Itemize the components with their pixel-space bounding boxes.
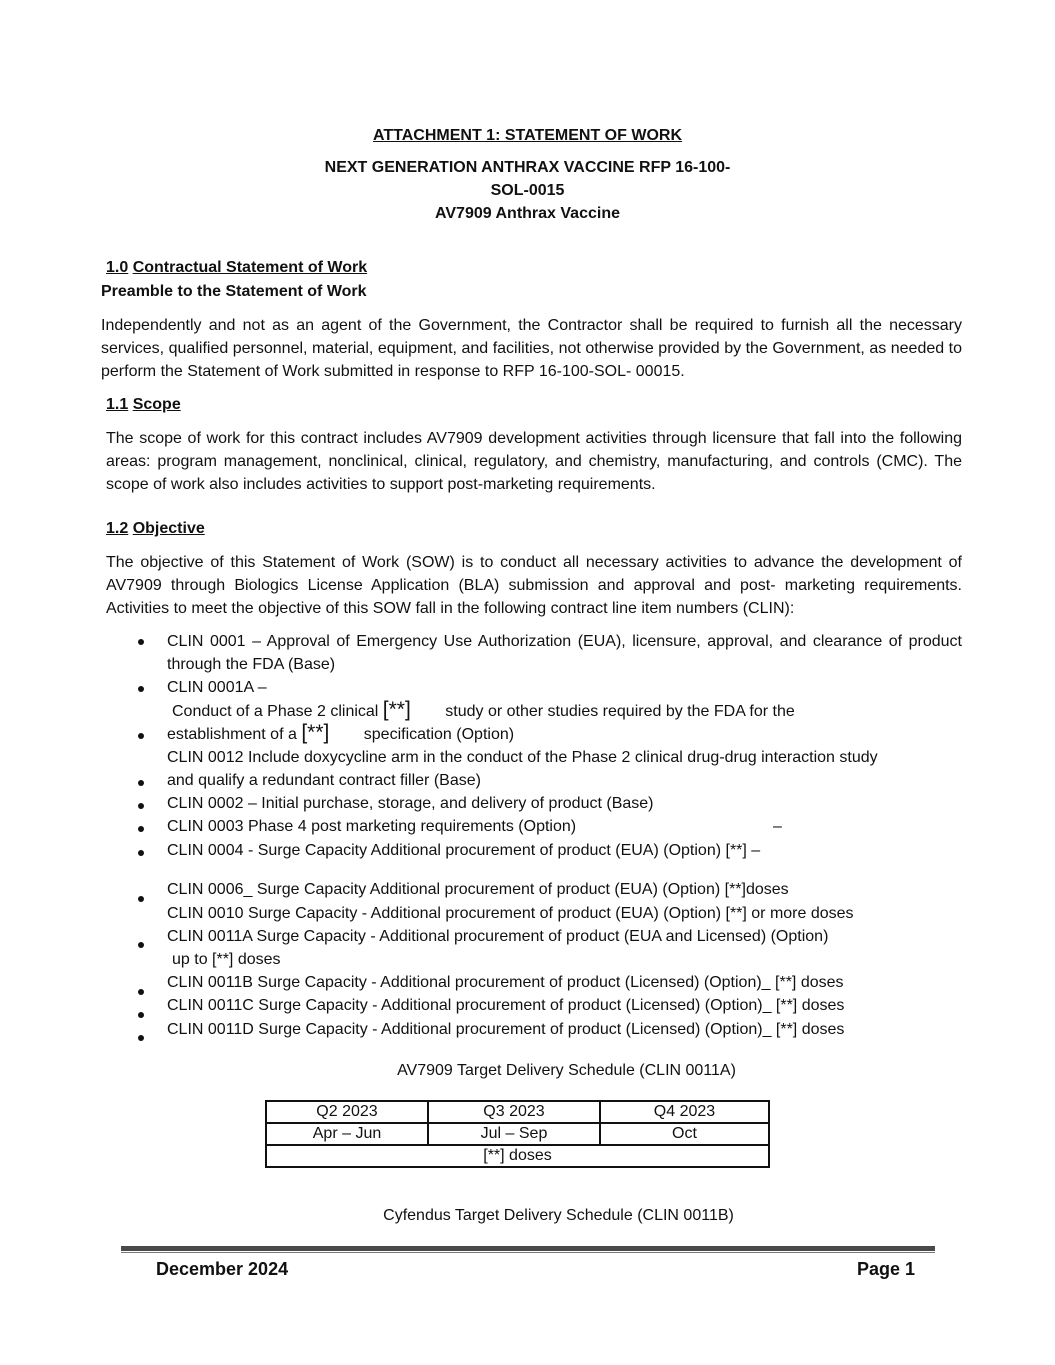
clin-0001a-line1 — [172, 700, 795, 722]
table-row — [266, 1101, 769, 1123]
section-1-0-title: Contractual Statement of Work — [132, 259, 368, 276]
table-row — [266, 1145, 769, 1167]
clin-0001a-heading: CLIN 0001A – — [167, 679, 267, 696]
bullet — [138, 733, 144, 739]
bullet — [138, 826, 144, 832]
table-cell-quarter: Q4 2023 — [600, 1101, 769, 1123]
schedule-b-caption: Cyfendus Target Delivery Schedule (CLIN 0011B) — [383, 1207, 734, 1224]
preamble-paragraph: Independently and not as an agent of the Government, the Contractor shall be required to furnish all the necessary services, qualified personnel, material, equipment, and facilities, not otherwise provided by the Government, as needed to perform the Statement of Work submitted in response to RFP 16-100-SOL- 00015. — [101, 317, 962, 380]
schedule-a-caption: AV7909 Target Delivery Schedule (CLIN 0011A) — [397, 1062, 736, 1079]
clin-0011b: CLIN 0011B Surge Capacity - Additional procurement of product (Licensed) (Option)_ [**] doses — [167, 974, 844, 991]
redaction-mark: [**] — [382, 698, 411, 721]
bullet — [138, 896, 144, 902]
bullet — [138, 686, 144, 692]
section-1-0-heading — [106, 259, 367, 277]
preamble-subtitle: Preamble to the Statement of Work — [101, 283, 367, 300]
clin-0006: CLIN 0006_ Surge Capacity Additional procurement of product (EUA) (Option) [**]doses — [167, 881, 789, 898]
clin-0001a-line2-start: establishment of a — [167, 726, 297, 743]
footer-date: December 2024 — [156, 1259, 289, 1279]
bullet — [138, 1012, 144, 1018]
section-1-1-title: Scope — [132, 396, 181, 413]
clin-0001a-line2-end: specification (Option) — [363, 726, 515, 743]
clin-0001a-line1-start: Conduct of a Phase 2 clinical — [172, 703, 379, 720]
attachment-title: ATTACHMENT 1: STATEMENT OF WORK — [373, 127, 682, 144]
table-cell-doses: [**] doses — [266, 1145, 769, 1167]
table-row — [266, 1123, 769, 1145]
bullet — [138, 989, 144, 995]
footer-rule-thin — [121, 1252, 935, 1253]
clin-0004: CLIN 0004 - Surge Capacity Additional procurement of product (EUA) (Option) [**] – — [167, 842, 761, 859]
clin-0003-dash: – — [773, 818, 782, 835]
redaction-mark: [**] — [301, 721, 330, 744]
bullet — [138, 850, 144, 856]
rfp-title-line1: NEXT GENERATION ANTHRAX VACCINE RFP 16-100- — [324, 159, 731, 176]
clin-0011a-line2: up to [**] doses — [172, 951, 281, 968]
table-cell-months: Apr – Jun — [266, 1123, 428, 1145]
clin-0001a-line2 — [167, 723, 514, 745]
footer-rule — [121, 1246, 935, 1251]
section-1-2-heading — [106, 520, 205, 538]
objective-paragraph: The objective of this Statement of Work (SOW) is to conduct all necessary activities to advance the development of AV7909 through Biologics License Application (BLA) submission and approval and post- marketing requirements. Activities to meet the objective of this SOW fall in the following contract line item numbers (CLIN): — [106, 554, 962, 617]
section-1-2-number: 1.2 — [106, 520, 129, 537]
clin-0002: CLIN 0002 – Initial purchase, storage, and delivery of product (Base) — [167, 795, 654, 812]
section-1-1-number: 1.1 — [106, 396, 129, 413]
table-cell-months: Oct — [600, 1123, 769, 1145]
table-cell-quarter: Q2 2023 — [266, 1101, 428, 1123]
clin-0011a-line1: CLIN 0011A Surge Capacity - Additional procurement of product (EUA and Licensed) (Option) — [167, 928, 829, 945]
section-1-2-title: Objective — [132, 520, 205, 537]
bullet — [138, 803, 144, 809]
table-cell-quarter: Q3 2023 — [428, 1101, 600, 1123]
schedule-a-table — [265, 1100, 770, 1168]
section-1-0-number: 1.0 — [106, 259, 129, 276]
clin-0003: CLIN 0003 Phase 4 post marketing requirements (Option) — [167, 818, 577, 835]
footer-page-number: Page 1 — [857, 1259, 916, 1279]
table-cell-months: Jul – Sep — [428, 1123, 600, 1145]
clin-0011c: CLIN 0011C Surge Capacity - Additional procurement of product (Licensed) (Option)_ [**] doses — [167, 997, 845, 1014]
clin-0011d: CLIN 0011D Surge Capacity - Additional procurement of product (Licensed) (Option)_ [**] doses — [167, 1021, 845, 1038]
clin-0001: CLIN 0001 – Approval of Emergency Use Authorization (EUA), licensure, approval, and clearance of product through the FDA (Base) — [167, 633, 962, 673]
bullet — [138, 942, 144, 948]
scope-paragraph: The scope of work for this contract includes AV7909 development activities through licensure that fall into the following areas: program management, nonclinical, clinical, regulatory, and chemistry, manufacturing, and controls (CMC). The scope of work also includes activities to support post-marketing requirements. — [106, 430, 962, 493]
clin-0012-line2: and qualify a redundant contract filler (Base) — [167, 772, 481, 789]
clin-0012-line1: CLIN 0012 Include doxycycline arm in the conduct of the Phase 2 clinical drug-drug interaction study — [167, 749, 878, 766]
section-1-1-heading — [106, 396, 181, 414]
clin-0001a-line1-end: study or other studies required by the FDA for the — [445, 703, 795, 720]
bullet — [138, 639, 144, 645]
clin-0010: CLIN 0010 Surge Capacity - Additional procurement of product (EUA) (Option) [**] or more doses — [167, 905, 854, 922]
bullet — [138, 1035, 144, 1041]
vaccine-name: AV7909 Anthrax Vaccine — [435, 205, 620, 222]
bullet — [138, 780, 144, 786]
rfp-title-line2: SOL-0015 — [490, 182, 565, 199]
